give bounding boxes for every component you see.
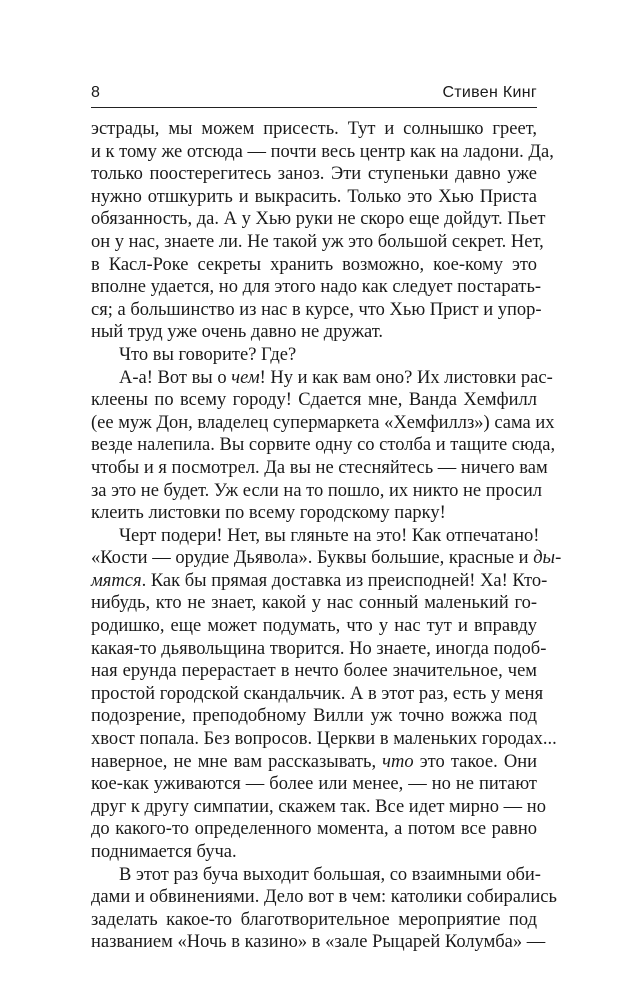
text-run: эстрады, мы можем присесть. Тут и солнышко греет, bbox=[91, 119, 537, 139]
text-run: друг к другу симпатии, скажем так. Все идет мирно — но bbox=[91, 796, 546, 817]
text-run: и к тому же отсюда — почти весь центр как на ладони. Да, bbox=[91, 141, 554, 162]
text-line bbox=[91, 728, 557, 751]
text-line bbox=[91, 434, 556, 457]
text-run: только поостерегитесь заноз. Эти ступеньки давно уже bbox=[91, 164, 537, 185]
text-line bbox=[91, 751, 537, 774]
text-run: ный труд уже очень давно не дружат. bbox=[91, 322, 384, 343]
text-run: везде налепила. Вы сорвите одну со столба и тащите сюда, bbox=[91, 435, 556, 456]
text-line bbox=[91, 299, 542, 322]
text-line bbox=[91, 705, 537, 728]
text-run: поднимается буча. bbox=[91, 842, 237, 862]
text-line bbox=[91, 773, 537, 796]
text-run: до какого-то определенного момента, а потом все равно bbox=[91, 819, 537, 840]
text-line bbox=[91, 254, 537, 277]
emphasized-text: чем bbox=[231, 367, 260, 388]
text-run: А-а! Вот вы о bbox=[119, 367, 232, 388]
text-run: кое-как уживаются — более или менее, — но не питают bbox=[91, 774, 537, 795]
text-line bbox=[91, 660, 537, 683]
emphasized-text: мятся bbox=[91, 570, 142, 591]
text-line bbox=[91, 457, 548, 480]
text-line bbox=[91, 141, 554, 164]
text-run: за это не будет. Уж если на то пошло, их никто не просил bbox=[91, 480, 542, 501]
page-number: 8 bbox=[91, 84, 100, 101]
text-line bbox=[91, 547, 562, 570]
text-line bbox=[91, 592, 537, 615]
text-line bbox=[91, 864, 541, 887]
emphasized-text: что bbox=[382, 751, 414, 772]
running-header bbox=[91, 82, 537, 104]
text-line bbox=[91, 321, 537, 344]
text-line bbox=[91, 841, 537, 864]
text-run: Что вы говорите? Где? bbox=[119, 344, 297, 365]
text-run: названием «Ночь в казино» в «зале Рыцарей Колумба» — bbox=[91, 932, 546, 953]
text-run: ная ерунда перерастает в нечто более значительное, чем bbox=[91, 661, 537, 682]
text-line bbox=[91, 367, 553, 390]
text-run: он у нас, знаете ли. Не такой уж это большой секрет. Нет, bbox=[91, 231, 544, 252]
header-divider bbox=[91, 107, 537, 108]
text-line bbox=[91, 931, 546, 954]
text-run: ся; а большинство из нас в курсе, что Хью Прист и упор- bbox=[91, 299, 542, 320]
text-line bbox=[91, 344, 537, 367]
text-run: вполне удается, но для этого надо как следует постарать- bbox=[91, 277, 542, 298]
text-run: ! Ну и как вам оно? Их листовки рас- bbox=[259, 367, 553, 388]
text-run: нибудь, кто не знает, какой у нас сонный маленький го- bbox=[91, 593, 537, 614]
text-line bbox=[91, 886, 557, 909]
text-line bbox=[91, 615, 537, 638]
text-run: в Касл-Роке секреты хранить возможно, кое-кому это bbox=[91, 254, 537, 275]
text-run: В этот раз буча выходит большая, со взаимными оби- bbox=[119, 864, 541, 885]
emphasized-text: ды- bbox=[533, 548, 562, 569]
text-run: заделать какое-то благотворительное мероприятие под bbox=[91, 909, 537, 930]
text-run: . Как бы прямая доставка из преисподней! Ха! Кто- bbox=[141, 570, 548, 591]
text-run: какая-то дьявольщина творится. Но знаете, иногда подоб- bbox=[91, 638, 547, 659]
text-run: обязанность, да. А у Хью руки не скоро еще дойдут. Пьет bbox=[91, 209, 546, 230]
text-line bbox=[91, 796, 546, 819]
text-line bbox=[91, 163, 537, 186]
text-run: чтобы и я посмотрел. Да вы не стесняйтесь — ничего вам bbox=[91, 457, 548, 478]
text-line bbox=[91, 909, 537, 932]
text-line bbox=[91, 818, 537, 841]
text-line bbox=[91, 638, 547, 661]
text-line bbox=[91, 502, 537, 525]
text-line bbox=[91, 683, 544, 706]
text-run: клеить листовки по всему городскому парку! bbox=[91, 503, 446, 524]
text-line bbox=[91, 118, 537, 141]
text-run: клеены по всему городу! Сдается мне, Ванда Хемфилл bbox=[91, 390, 537, 411]
text-line bbox=[91, 570, 548, 593]
text-run: это такое. Они bbox=[413, 751, 537, 772]
text-run: простой городской скандальчик. А в этот раз, есть у меня bbox=[91, 683, 544, 704]
running-title: Стивен Кинг bbox=[442, 84, 537, 101]
text-line bbox=[91, 208, 546, 231]
text-line bbox=[91, 525, 540, 548]
body-text bbox=[91, 118, 562, 954]
text-line bbox=[91, 276, 542, 299]
text-line bbox=[91, 186, 537, 209]
text-run: Черт подери! Нет, вы гляньте на это! Как отпечатано! bbox=[119, 525, 540, 546]
text-line bbox=[91, 231, 544, 254]
text-run: родишко, еще может подумать, что у нас тут и вправду bbox=[91, 616, 537, 637]
text-run: дами и обвинениями. Дело вот в чем: католики собирались bbox=[91, 887, 557, 908]
text-run: наверное, не мне вам рассказывать, bbox=[91, 751, 383, 772]
text-line bbox=[91, 389, 537, 412]
text-run: «Кости — орудие Дьявола». Буквы большие, красные и bbox=[91, 548, 534, 569]
text-run: (ее муж Дон, владелец супермаркета «Хемфиллз») сама их bbox=[91, 412, 555, 433]
text-line bbox=[91, 480, 542, 503]
text-line bbox=[91, 412, 555, 435]
text-run: подозрение, преподобному Вилли уж точно вожжа под bbox=[91, 706, 537, 727]
text-run: нужно отшкурить и выкрасить. Только это Хью Приста bbox=[91, 186, 537, 207]
text-run: хвост попала. Без вопросов. Церкви в маленьких городах... bbox=[91, 729, 557, 750]
